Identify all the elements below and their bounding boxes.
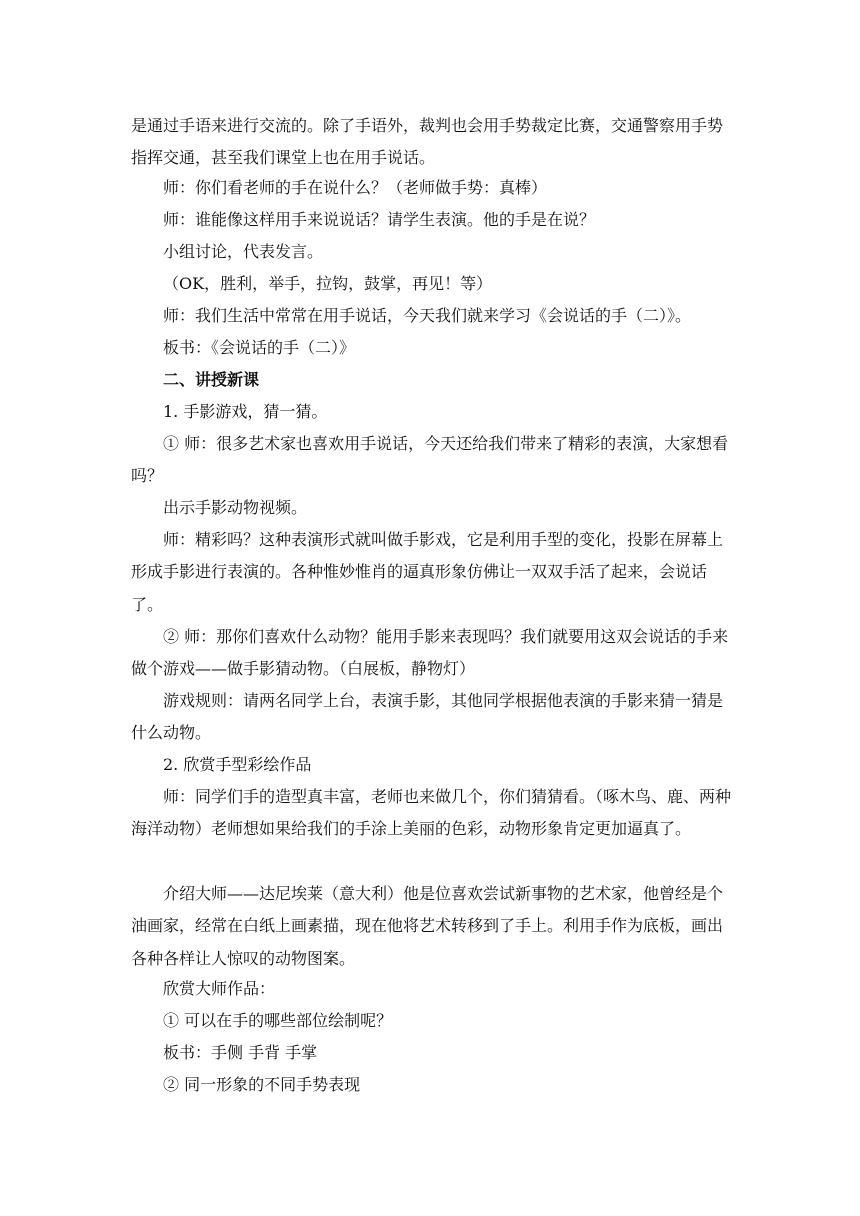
paragraph-gesture-examples: （OK，胜利，举手，拉钩，鼓掌，再见！等）	[163, 274, 493, 293]
paragraph-teacher-prompt: 师：谁能像这样用手来说说话？请学生表演。他的手是在说？	[163, 210, 596, 229]
paragraph-appreciate-works: 欣赏大师作品：	[163, 979, 276, 998]
paragraph-shadow-intro: ① 师：很多艺术家也喜欢用手说话，今天还给我们带来了精彩的表演，大家想看吗？	[131, 434, 729, 486]
paragraph-group-discussion: 小组讨论，代表发言。	[163, 242, 324, 261]
paragraph-question-2: ② 同一形象的不同手势表现	[163, 1075, 361, 1094]
subsection-heading-2: 2. 欣赏手型彩绘作品	[163, 755, 312, 774]
paragraph-shadow-game: ② 师：那你们喜欢什么动物？能用手影来表现吗？我们就要用这双会说话的手来做个游戏——做手影猜动物。（白展板，静物灯）	[131, 627, 729, 679]
paragraph-board-title: 板书：《会说话的手（二）》	[163, 338, 356, 357]
paragraph-board-parts: 板书：手侧 手背 手掌	[163, 1043, 318, 1062]
paragraph-game-rules: 游戏规则：请两名同学上台，表演手影，其他同学根据他表演的手影来猜一猜是什么动物。	[131, 691, 724, 743]
paragraph-lesson-intro: 师：我们生活中常常在用手说话，今天我们就来学习《会说话的手（二）》。	[163, 306, 692, 325]
paragraph-teacher-question: 师：你们看老师的手在说什么？（老师做手势：真棒）	[163, 178, 548, 197]
paragraph-hand-shapes: 师：同学们手的造型真丰富，老师也来做几个，你们猜猜看。（啄木鸟、鹿、两种海洋动物）老师想如果给我们的手涂上美丽的色彩，动物形象肯定更加逼真了。	[131, 787, 732, 839]
section-heading: 二、讲授新课	[163, 370, 260, 389]
paragraph-question-1: ① 可以在手的哪些部位绘制呢？	[163, 1011, 393, 1030]
paragraph-master-intro: 介绍大师——达尼埃莱（意大利）他是位喜欢尝试新事物的艺术家，他曾经是个油画家，经常在白纸上画素描，现在他将艺术转移到了手上。利用手作为底板，画出各种各样让人惊叹的动物图案。	[131, 884, 724, 968]
paragraph-continuation: 是通过手语来进行交流的。除了手语外，裁判也会用手势裁定比赛，交通警察用手势指挥交通，甚至我们课堂上也在用手说话。	[131, 116, 724, 168]
paragraph-show-video: 出示手影动物视频。	[163, 498, 308, 517]
subsection-heading-1: 1. 手影游戏，猜一猜。	[163, 402, 328, 421]
paragraph-shadow-explain: 师：精彩吗？这种表演形式就叫做手影戏，它是利用手型的变化，投影在屏幕上形成手影进行表演的。各种惟妙惟肖的逼真形象仿佛让一双双手活了起来，会说话了。	[131, 530, 724, 614]
